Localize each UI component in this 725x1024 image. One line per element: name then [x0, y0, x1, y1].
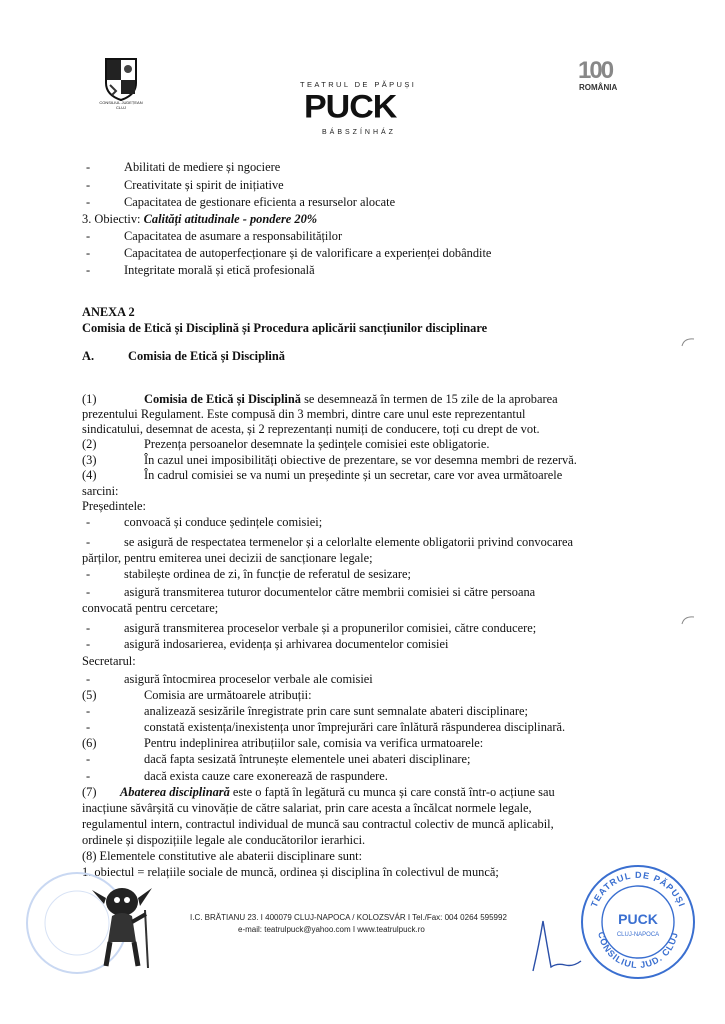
list-dash: - [86, 585, 91, 599]
para-4-line-2: sarcini: [82, 484, 119, 498]
annex-subtitle: Comisia de Etică și Disciplină și Procedura aplicării sancțiunilor disciplinare [82, 321, 488, 335]
para-8-item-1: 1. obiectul = relațiile sociale de muncă, ordinea și disciplina în colectivul de muncă; [82, 865, 499, 879]
stamp-center-text: PUCK [618, 911, 658, 927]
stamp-bottom-text: CONSILIUL JUD. CLUJ [596, 930, 680, 971]
para-4-line-1: În cadrul comisiei se va numi un președinte și un secretar, care vor avea următoarele [144, 468, 563, 482]
centenary-number: 100 [578, 57, 613, 84]
para-5-item-2: constată existența/inexistența unor împrejurări care înlătură răspunderea disciplinară. [144, 720, 566, 734]
centenary-country: ROMÂNIA [579, 83, 618, 92]
president-duty-2: se asigură de respectatea termenelor și a celorlalte elemente obligatorii privind convocarea [124, 535, 573, 549]
criteria-item: Capacitatea de gestionare eficienta a resurselor alocate [124, 195, 396, 209]
para-6-item-1: dacă fapta sesizată întrunește elementele unei abateri disciplinare; [144, 752, 471, 766]
brand-tagline: TEATRUL DE PĂPUȘI [300, 80, 417, 89]
secretary-duty-1: asigură întocmirea proceselor verbale ale comisiei [124, 672, 373, 686]
list-dash: - [86, 263, 91, 277]
criteria-item: Creativitate și spirit de inițiative [124, 178, 284, 192]
brand-logo-text: PUCK [304, 88, 397, 126]
para-7-line-2: inacțiune săvârșită cu vinovăție de către salariat, prin care acesta a încălcat normele legale, [82, 801, 532, 815]
para-7-line-4: ordinele și dispozițiile legale ale conducătorilor ierarhici. [82, 833, 366, 847]
criteria-item: Integritate morală și etică profesională [124, 263, 315, 277]
para-2-text: Prezența persoanelor desemnate la ședințele comisiei este obligatorie. [144, 437, 490, 451]
para-3-text: În cazul unei imposibilități obiective de prezentare, se vor desemna membri de rezervă. [144, 453, 577, 467]
objective-title: Calități atitudinale - pondere 20% [143, 212, 318, 226]
para-7-number: (7) [82, 785, 97, 799]
footer-contact[interactable]: e-mail: teatrulpuck@yahoo.com I www.teatrulpuck.ro [238, 925, 425, 934]
criteria-item: Capacitatea de asumare a responsabilităților [124, 229, 343, 243]
para-1-number: (1) [82, 392, 97, 406]
para-6-text: Pentru indeplinirea atribuțiilor sale, comisia va verifica urmatoarele: [144, 736, 484, 750]
para-4-number: (4) [82, 468, 97, 482]
president-duty-4: asigură transmiterea tuturor documentelor către membrii comisiei si către persoana [124, 585, 536, 599]
list-dash: - [86, 720, 91, 734]
president-duty-5: asigură transmiterea proceselor verbale și a propunerilor comisiei, către conducere; [124, 621, 537, 635]
crest-caption: CONSILIUL JUDEȚEAN CLUJ [99, 100, 143, 110]
footer-address: I.C. BRĂTIANU 23. I 400079 CLUJ-NAPOCA / KOLOZSVÁR I Tel./Fax: 004 0264 595992 [190, 913, 507, 922]
official-stamp [578, 862, 698, 982]
stamp-top-text: TEATRUL DE PĂPUȘI [588, 869, 688, 909]
president-duty-3: stabilește ordinea de zi, în funcție de referatul de sesizare; [124, 567, 411, 581]
para-1-line-2: prezentului Regulament. Este compusă din 3 membri, dintre care unul este reprezentantul [82, 407, 526, 421]
president-duty-1: convoacă și conduce ședințele comisiei; [124, 515, 323, 529]
list-dash: - [86, 704, 91, 718]
para-7-line-1: Abaterea disciplinară este o faptă în legătură cu munca și care constă într-o acțiune sau [120, 785, 555, 799]
brand-subtitle: BÁBSZÍNHÁZ [322, 129, 396, 136]
list-dash: - [86, 637, 91, 651]
list-dash: - [86, 621, 91, 635]
secretary-label: Secretarul: [82, 654, 136, 668]
list-dash: - [86, 246, 91, 260]
list-dash: - [86, 672, 91, 686]
puppet-mascot-icon [90, 880, 160, 970]
para-3-number: (3) [82, 453, 97, 467]
list-dash: - [86, 178, 91, 192]
handwritten-signature [525, 915, 585, 975]
president-label: Președintele: [82, 499, 146, 513]
criteria-item: Capacitatea de autoperfecționare și de valorificare a experienței dobândite [124, 246, 492, 260]
list-dash: - [86, 515, 91, 529]
para-7-line-3: regulamentul intern, contractul individual de muncă sau contractul colectiv de muncă aplicabil, [82, 817, 554, 831]
list-dash: - [86, 535, 91, 549]
list-dash: - [86, 195, 91, 209]
county-crest-logo [104, 57, 138, 101]
para-5-item-1: analizează sesizările înregistrate prin care sunt semnalate abateri disciplinare; [144, 704, 528, 718]
margin-mark [680, 336, 698, 348]
president-duty-6: asigură indosarierea, evidența și arhivarea documentelor comisiei [124, 637, 449, 651]
para-1-line-3: sindicatului, desemnat de acesta, și 2 reprezentanți numiți de conducere, toți cu drept de vot. [82, 422, 540, 436]
list-dash: - [86, 160, 91, 174]
para-5-number: (5) [82, 688, 97, 702]
para-6-item-2: dacă exista cauze care exonerează de raspundere. [144, 769, 388, 783]
president-duty-2-cont: părților, pentru emiterea unei decizii de sancționare legale; [82, 551, 373, 565]
para-1-line-1: Comisia de Etică și Disciplină se desemnează în termen de 15 zile de la aprobarea [144, 392, 558, 406]
para-6-number: (6) [82, 736, 97, 750]
annex-title: ANEXA 2 [82, 305, 135, 319]
section-letter: A. [82, 349, 95, 363]
list-dash: - [86, 769, 91, 783]
para-2-number: (2) [82, 437, 97, 451]
margin-mark [680, 614, 698, 626]
criteria-item: Abilitati de mediere și ngociere [124, 160, 281, 174]
para-8-text: (8) Elementele constitutive ale abaterii disciplinare sunt: [82, 849, 363, 863]
objective-heading [82, 212, 317, 227]
list-dash: - [86, 752, 91, 766]
objective-prefix: 3. Obiectiv: [82, 212, 144, 226]
para-5-text: Comisia are următoarele atribuții: [144, 688, 312, 702]
stamp-city-text: CLUJ-NAPOCA [616, 932, 660, 938]
list-dash: - [86, 567, 91, 581]
section-title: Comisia de Etică și Disciplină [128, 349, 285, 363]
list-dash: - [86, 229, 91, 243]
president-duty-4-cont: convocată pentru cercetare; [82, 601, 219, 615]
svg-text:TEATRUL DE PĂPUȘI [589, 870, 687, 909]
